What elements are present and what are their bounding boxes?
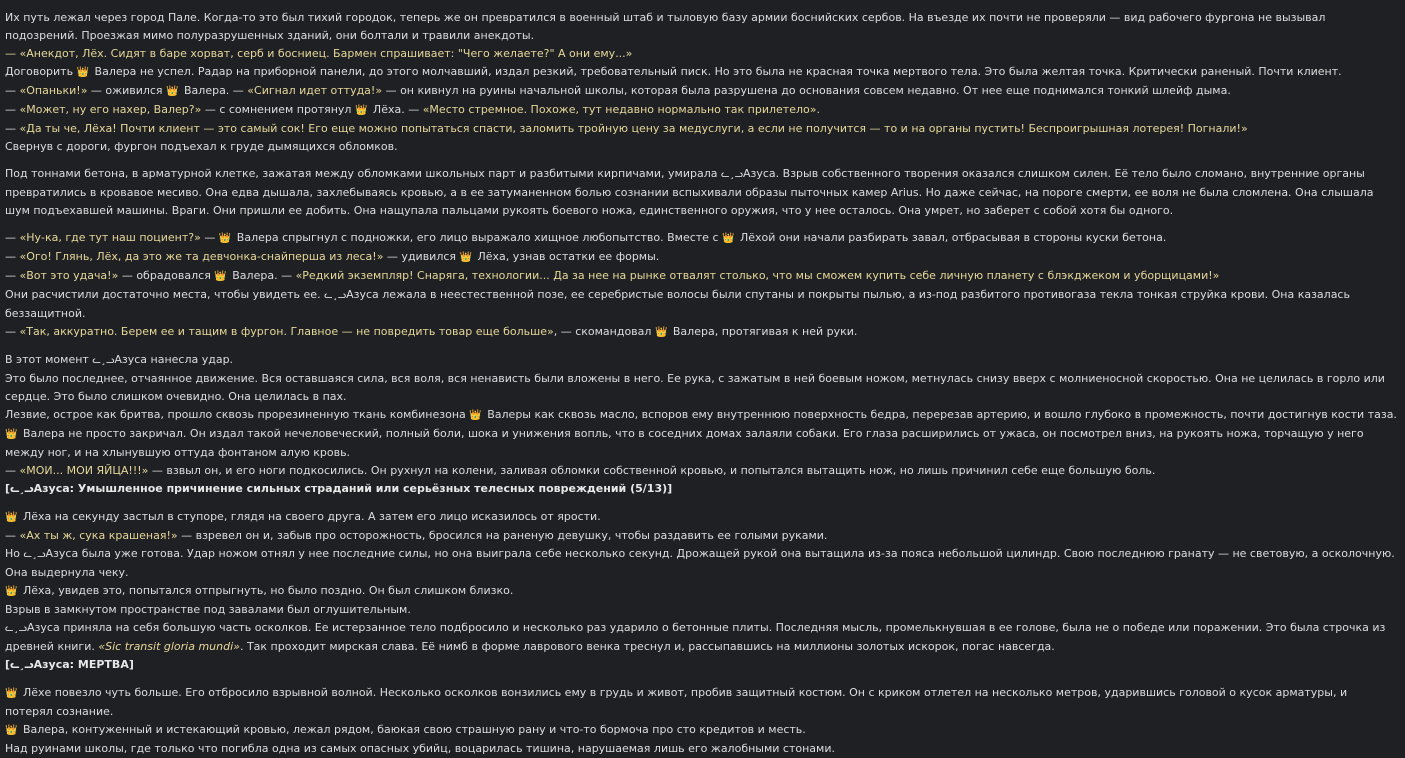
narration-text: — — [5, 103, 20, 116]
story-line — [5, 619, 1398, 656]
narration-text: Лёха. — — [369, 103, 423, 116]
narration-text: — — [200, 231, 219, 244]
crown-icon: 👑 — [5, 512, 18, 523]
quote-text: «Редкий экземпляр! Снаряга, технологии... Да за нее на рынке отвалят столько, что мы сможем купить себе личную планету с блэкджеком и уборщицами!» — [295, 269, 1220, 282]
paragraph-gap — [5, 342, 1398, 351]
quote-text: «МОИ... МОИ ЯЙЦА!!!» — [19, 464, 149, 477]
narration-text: — — [5, 464, 20, 477]
narration-text: Валера. — — [228, 269, 296, 282]
quote-text: «Ну-ка, где тут наш поциент?» — [19, 231, 201, 244]
narration-text: В этот момент — [5, 353, 93, 366]
story-line — [5, 545, 1398, 582]
narration-text: Азуса нанесла удар. — [114, 353, 234, 366]
crown-icon: 👑 — [459, 252, 472, 263]
story-line — [5, 370, 1398, 406]
story-line — [5, 248, 1398, 267]
narration-text: Свернув с дороги, фургон подъехал к груде дымящихся обломков. — [5, 140, 398, 153]
italic-quote: «Sic transit gloria mundi» — [98, 640, 240, 653]
narration-text: — — [5, 269, 20, 282]
narration-text: — — [5, 325, 20, 338]
narration-text: . Так проходит мирская слава. Её нимб в форме лаврового венка треснул и, рассыпавшись на миллионы золотых искорок, погас навсегда. — [239, 640, 1055, 653]
status-line-text: [ — [5, 482, 11, 495]
status-line-text: Азуса: МЕРТВА] — [33, 658, 134, 671]
quote-text: «Ах ты ж, сука крашеная!» — [19, 529, 178, 542]
story-line — [5, 508, 1398, 527]
narration-text: Договорить — [5, 65, 77, 78]
cat-symbol-icon: ᓚ¸ᓗ — [10, 484, 34, 495]
narration-text: Но — [5, 547, 24, 560]
narration-text: Валера спрыгнул с подножки, его лицо выражало хищное любопытство. Вместе с — [233, 231, 722, 244]
narration-text: Валера, контуженный и истекающий кровью, лежал рядом, баюкая свою страшную рану и что-то бормоча про сто кредитов и месть. — [19, 723, 806, 736]
crown-icon: 👑 — [469, 410, 482, 421]
story-line — [5, 120, 1398, 138]
crown-icon: 👑 — [354, 105, 368, 116]
story-line — [5, 286, 1398, 323]
story-line — [5, 480, 1398, 499]
crown-icon: 👑 — [218, 233, 232, 244]
narration-text: Они расчистили достаточно места, чтобы увидеть ее. — [5, 288, 325, 301]
narration-text: Это было последнее, отчаянное движение. Вся оставшаяся сила, вся воля, вся ненависть были вложены в него. Ее рука, с зажатым в ней боевым ножом, метнулась снизу вверх с молниеносной скоростью. Она не целилась в горло или сердце. Это было слишком очевидно. Она целилась в пах. — [5, 372, 1385, 403]
quote-text: «Опаньки!» — [19, 84, 88, 97]
crown-icon: 👑 — [5, 586, 18, 597]
story-line — [5, 45, 1398, 63]
story-line — [5, 601, 1398, 619]
narration-text: Лёхе повезло чуть больше. Его отбросило взрывной волной. Несколько осколков вонзились ему в грудь и живот, пробив защитный костюм. Он с криком отлетел на несколько метров, ударившись головой о кусок арматуры, и потерял сознание. — [5, 686, 1348, 718]
story-text — [5, 9, 1398, 758]
story-line — [5, 101, 1398, 120]
narration-text: Валера. — — [180, 84, 248, 97]
story-line — [5, 582, 1398, 601]
narration-text: — оживился — [87, 84, 167, 97]
narration-text: Лёха, узнав остатки ее формы. — [473, 250, 660, 263]
narration-text: — — [5, 529, 20, 542]
paragraph-gap — [5, 499, 1398, 508]
quote-text: «Так, аккуратно. Берем ее и тащим в фургон. Главное — не повредить товар еще больше» — [19, 325, 554, 338]
narration-text: Валера не просто закричал. Он издал такой нечеловеческий, полный боли, шока и унижения вопль, что в соседних домах залаяли собаки. Его глаза расширились от ужаса, он посмотрел вниз, на рукоять ножа, торчащую у него между ног, и на хлынувшую оттуда фонтаном алую кровь. — [5, 427, 1364, 459]
narration-text: Их путь лежал через город Пале. Когда-то это был тихий городок, теперь же он превратился в военный штаб и тыловую базу армии боснийских сербов. На въезде их почти не проверяли — вид рабочего фургона не вызывал подозрений. Проезжая мимо полуразрушенных зданий, они болтали и травили анекдоты. — [5, 11, 1326, 42]
story-line — [5, 323, 1398, 342]
crown-icon: 👑 — [214, 271, 227, 282]
narration-text: Азуса. Взрыв собственного творения оказался слишком силен. Её тело было сломано, внутренние органы превратились в кровавое месиво. Она едва дышала, захлебываясь кровью, а в ее затуманенном болью сознании вспыхивали образы пыточных камер Arius. Но даже сейчас, на пороге смерти, ее воля не была сломлена. Она слышала шум подъехавшей машины. Враги. Они пришли ее добить. Она нащупала пальцами рукоять боевого ножа, единственного оружия, что у нее осталось. Она умрет, но заберет с собой хотя бы одного. — [5, 167, 1374, 217]
narration-text: — — [5, 250, 20, 263]
narration-text: Азуса была уже готова. Удар ножом отнял у нее последние силы, но она выиграла себе несколько секунд. Дрожащей рукой она вытащила из-за пояса небольшой цилиндр. Свою последнюю гранату — не световую, а осколочную. Она выдернула чеку. — [5, 547, 1395, 579]
paragraph-gap — [5, 675, 1398, 684]
story-line — [5, 740, 1398, 758]
narration-text: — взвыл он, и его ноги подкосились. Он рухнул на колени, заливая обломки собственной кровью, и попытался вытащить нож, но лишь причинил себе еще большую боль. — [148, 464, 1156, 477]
quote-text: «Вот это удача!» — [19, 269, 119, 282]
narration-text: , — скомандовал — [553, 325, 655, 338]
cat-symbol-icon: ᓚ¸ᓗ — [10, 660, 34, 671]
cat-symbol-icon: ᓚ¸ᓗ — [324, 290, 347, 301]
crown-icon: 👑 — [166, 86, 179, 97]
quote-text: «Сигнал идет оттуда!» — [247, 84, 383, 97]
narration-text: Валера не успел. Радар на приборной панели, до этого молчавший, издал резкий, требовательный писк. Но это была не красная точка мертвого тела. Это была желтая точка. Критически раненый. Почти клиент. — [91, 65, 1342, 78]
narration-text: — — [5, 122, 20, 135]
narration-text: Азуса приняла на себя большую часть осколков. Ее истерзанное тело подбросило и несколько раз ударило о бетонные плиты. Последняя мысль, промелькнувшая в ее голове, была не о победе или поражении. Это была строчка из древней книги. — [5, 621, 1386, 653]
story-line — [5, 165, 1398, 220]
cat-symbol-icon: ᓚ¸ᓗ — [5, 623, 28, 634]
paragraph-gap — [5, 156, 1398, 165]
story-line — [5, 684, 1398, 721]
story-line — [5, 9, 1398, 45]
quote-text: «Ого! Глянь, Лёх, да это же та девчонка-снайперша из леса!» — [19, 250, 384, 263]
narration-text: Лезвие, острое как бритва, прошло сквозь прорезиненную ткань комбинезона — [5, 408, 470, 421]
story-line — [5, 406, 1398, 425]
story-line — [5, 63, 1398, 82]
narration-text: — — [5, 84, 20, 97]
narration-text: Лёхой они начали разбирать завал, отбрасывая в стороны куски бетона. — [736, 231, 1167, 244]
story-line — [5, 229, 1398, 248]
paragraph-gap — [5, 220, 1398, 229]
narration-text: — удивился — [383, 250, 460, 263]
story-line — [5, 721, 1398, 740]
narration-text: Валеры как сквозь масло, вспоров ему внутреннюю поверхность бедра, перерезав артерию, и вошло глубоко в промежность, почти достигнув кости таза. — [483, 408, 1397, 421]
crown-icon: 👑 — [76, 67, 90, 78]
narration-text: Азуса лежала в неестественной позе, ее серебристые волосы были спутаны и покрыты пылью, а из-под разбитого противогаза текла тонкая струйка крови. Она казалась беззащитной. — [5, 288, 1350, 320]
quote-text: «Может, ну его нахер, Валер?» — [19, 103, 202, 116]
narration-text: Лёха, увидев это, попытался отпрыгнуть, но было поздно. Он был слишком близко. — [19, 584, 514, 597]
story-line — [5, 138, 1398, 156]
story-line — [5, 527, 1398, 545]
quote-text: — «Анекдот, Лёх. Сидят в баре хорват, серб и босниец. Бармен спрашивает: "Чего желаете?" А они ему...» — [5, 47, 633, 60]
story-line — [5, 656, 1398, 675]
crown-icon: 👑 — [722, 233, 735, 244]
story-line — [5, 462, 1398, 480]
story-line — [5, 425, 1398, 462]
crown-icon: 👑 — [5, 688, 18, 699]
narration-text: Под тоннами бетона, в арматурной клетке, зажатая между обломками школьных парт и разбитыми кирпичами, умирала — [5, 167, 721, 180]
cat-symbol-icon: ᓚ¸ᓗ — [92, 355, 115, 366]
narration-text: — обрадовался — [118, 269, 215, 282]
crown-icon: 👑 — [654, 327, 668, 338]
crown-icon: 👑 — [5, 429, 18, 440]
narration-text: — он кивнул на руины начальной школы, которая была разрушена до основания совсем недавно. От нее еще поднимался тонкий шлейф дыма. — [382, 84, 1231, 97]
crown-icon: 👑 — [5, 725, 18, 736]
status-line-text: [ — [5, 658, 11, 671]
quote-text: «Место стремное. Похоже, тут недавно нормально так прилетело». — [422, 103, 820, 116]
narration-text: — — [5, 231, 20, 244]
narration-text: Валера, протягивая к ней руки. — [669, 325, 858, 338]
story-line — [5, 82, 1398, 101]
narration-text: — с сомнением протянул — [201, 103, 355, 116]
cat-symbol-icon: ᓚ¸ᓗ — [23, 549, 46, 560]
quote-text: «Да ты че, Лёха! Почти клиент — это самый сок! Его еще можно попытаться спасти, заломить тройную цену за медуслуги, а если не получится — то и на органы пустить! Беспроигрышная лотерея! Погнали!» — [19, 122, 1248, 135]
cat-symbol-icon: ᓚ¸ᓗ — [720, 169, 743, 180]
narration-text: Над руинами школы, где только что погибла одна из самых опасных убийц, воцарилась тишина, нарушаемая лишь его жалобными стонами. — [5, 742, 835, 755]
story-line — [5, 267, 1398, 286]
narration-text: Лёха на секунду застыл в ступоре, глядя на своего друга. А затем его лицо исказилось от ярости. — [19, 510, 601, 523]
narration-text: Взрыв в замкнутом пространстве под завалами был оглушительным. — [5, 603, 411, 616]
narration-text: — взревел он и, забыв про осторожность, бросился на раненую девушку, чтобы раздавить ее голыми руками. — [177, 529, 828, 542]
story-line — [5, 351, 1398, 370]
status-line-text: Азуса: Умышленное причинение сильных страданий или серьёзных телесных повреждений (5/13)] — [33, 482, 673, 495]
